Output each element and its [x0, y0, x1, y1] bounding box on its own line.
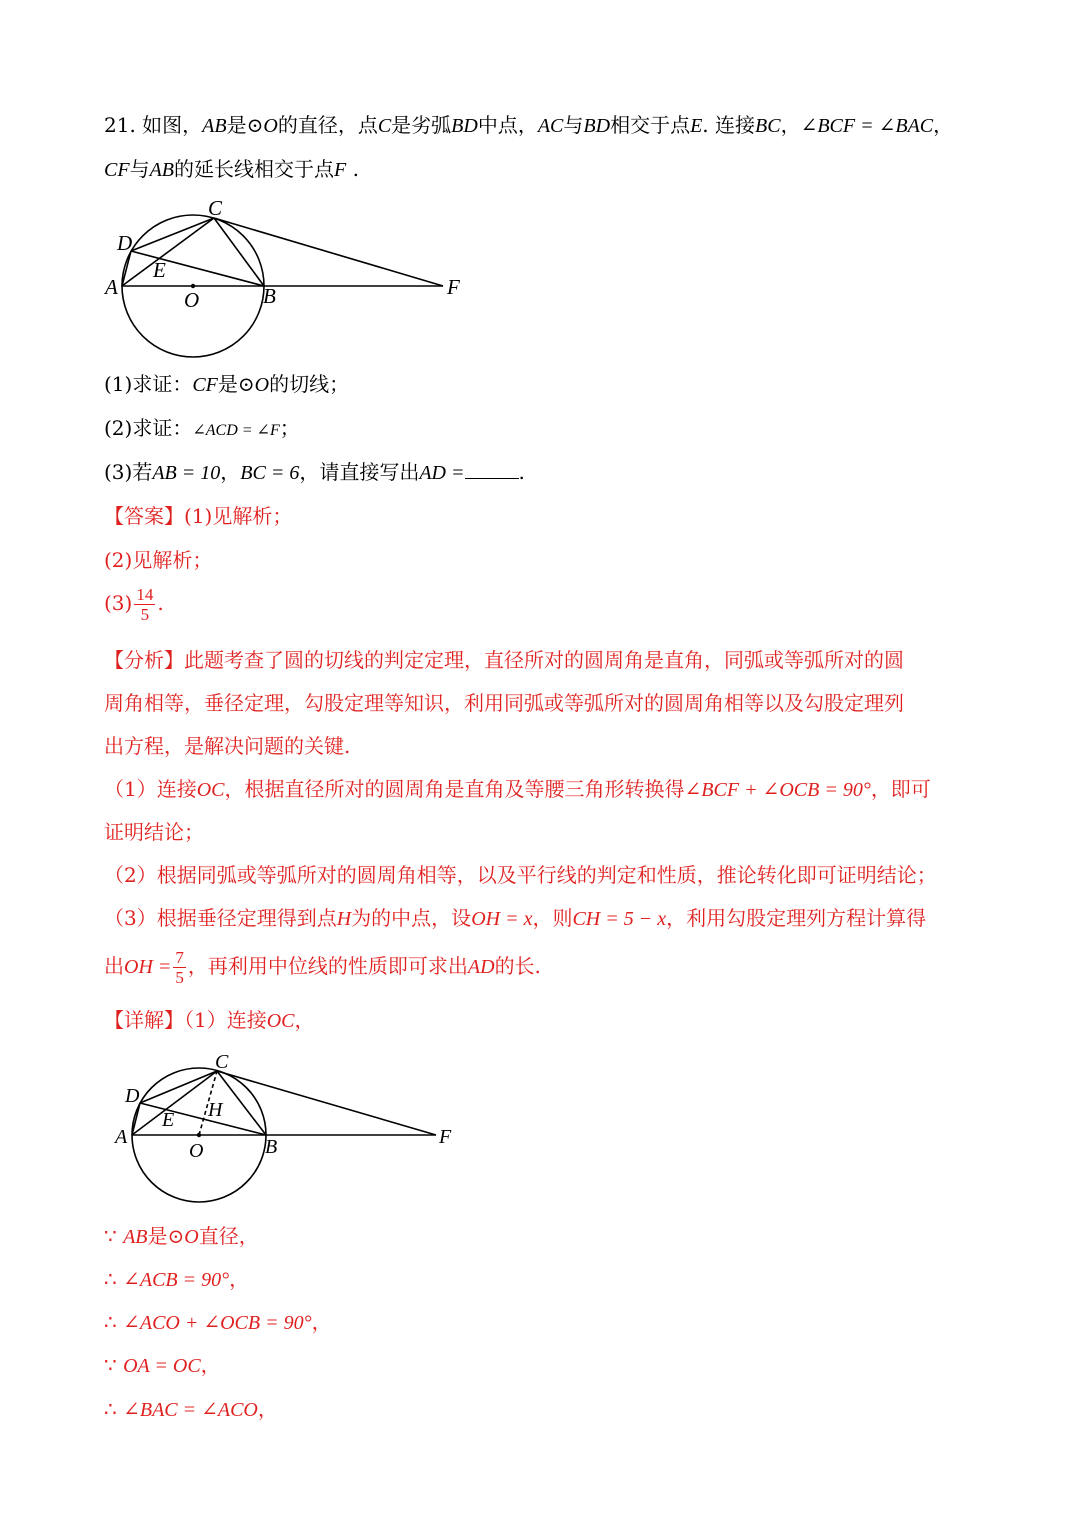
figure2-label-A: A	[115, 1126, 128, 1148]
proof-line-2: ∴ ∠ACB = 90°，	[104, 1267, 250, 1291]
answer-2: (2)见解析；	[104, 548, 213, 572]
analysis-step-1: （1）连接OC，根据直径所对的圆周角是直角及等腰三角形转换得∠BCF + ∠OCB = 90°，即可	[104, 777, 931, 801]
figure2-line-AC	[132, 1071, 217, 1135]
analysis-line-2: 周角相等，垂径定理，勾股定理等知识，利用同弧或等弧所对的圆周角相等以及勾股定理列	[104, 691, 904, 715]
figure1-label-D: D	[117, 231, 133, 255]
question-1: (1)求证：CF是⊙O的切线；	[104, 372, 350, 396]
problem-number: 21.	[104, 113, 136, 137]
analysis-step-2: （2）根据同弧或等弧所对的圆周角相等，以及平行线的判定和性质，推论转化即可证明结论；	[104, 863, 937, 887]
figure2-label-B: B	[265, 1136, 278, 1158]
analysis-line-1: 【分析】此题考查了圆的切线的判定定理，直径所对的圆周角是直角，同弧或等弧所对的圆	[104, 648, 904, 672]
analysis-step-3-cont: 出OH = $\frac{7}{5}$ ，再利用中位线的性质即可求出AD的长.	[104, 948, 541, 987]
figure1-line-DB	[131, 251, 264, 286]
answer-1: 【答案】(1)见解析；	[104, 504, 293, 528]
analysis-step-3: （3）根据垂径定理得到点H为的中点，设OH = x，则CH = 5 − x，利用勾股定理列方程计算得	[104, 906, 927, 930]
oh-fraction: $\frac{7}{5}$	[175, 948, 184, 987]
figure1-label-A: A	[105, 275, 118, 299]
answer-blank	[465, 458, 519, 479]
question-2: (2)求证：∠ACD = ∠F；	[104, 416, 300, 440]
figure2-label-C: C	[215, 1051, 229, 1073]
figure2-label-F: F	[439, 1126, 452, 1148]
figure-1-diagram	[95, 190, 475, 375]
proof-line-3: ∴ ∠ACO + ∠OCB = 90°，	[104, 1310, 332, 1334]
answer-3-fraction: $\frac{14}{5}$	[136, 585, 154, 624]
figure2-label-H: H	[208, 1099, 223, 1121]
problem-line-2: CF与AB的延长线相交于点F .	[104, 157, 359, 181]
analysis-line-3: 出方程，是解决问题的关键.	[104, 734, 351, 758]
figure2-label-E: E	[162, 1109, 175, 1131]
figure1-label-F: F	[447, 275, 460, 299]
figure1-line-BC	[214, 218, 264, 286]
figure1-label-C: C	[208, 196, 223, 220]
analysis-step-1-cont: 证明结论；	[104, 820, 204, 844]
figure2-label-O: O	[189, 1140, 204, 1162]
figure1-label-O: O	[184, 288, 200, 312]
detail-tag: 【详解】	[104, 1008, 184, 1032]
figure1-label-E: E	[153, 258, 166, 282]
proof-line-5: ∴ ∠BAC = ∠ACO，	[104, 1397, 278, 1421]
answer-3: (3) $\frac{14}{5}$ .	[104, 585, 164, 624]
figure2-center-dot	[197, 1133, 201, 1137]
figure1-label-B: B	[263, 284, 276, 308]
detail-heading: 【详解】（1）连接OC，	[104, 1008, 315, 1032]
problem-line-1: 21. 如图，AB是⊙O的直径，点C是劣弧BD中点，AC与BD相交于点E. 连接BC，∠BCF = ∠BAC，	[104, 113, 954, 137]
figure2-line-CF	[217, 1071, 436, 1135]
question-3: (3)若AB = 10，BC = 6，请直接写出AD = .	[104, 460, 525, 484]
analysis-tag: 【分析】	[104, 648, 184, 672]
figure2-label-D: D	[125, 1085, 140, 1107]
figure-2-diagram	[100, 1045, 470, 1210]
proof-line-1: ∵ AB是⊙O直径，	[104, 1224, 259, 1248]
figure1-line-CF	[214, 218, 443, 286]
answer-tag: 【答案】	[104, 504, 184, 528]
proof-line-4: ∵ OA = OC，	[104, 1353, 221, 1377]
